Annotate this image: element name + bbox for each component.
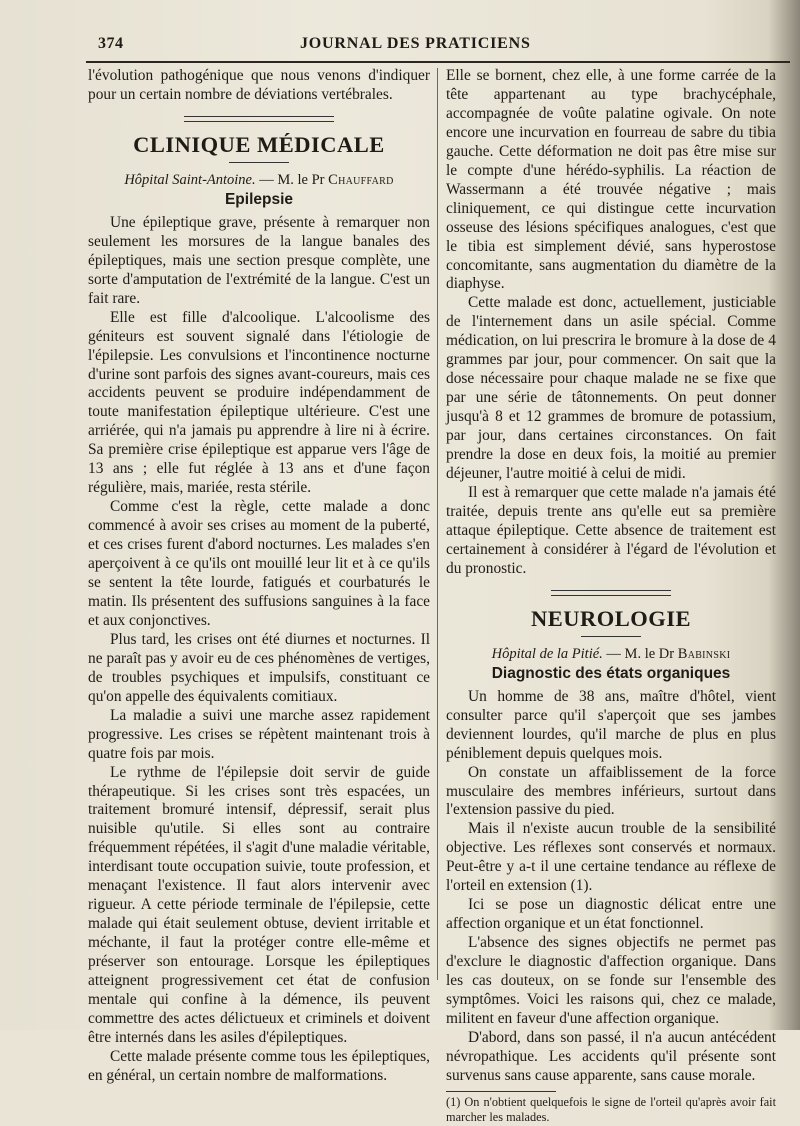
right-column — [446, 67, 776, 1125]
body-paragraph: Comme c'est la règle, cette malade a donc commencé à avoir ses crises au moment de la puberté, et ces crises furent d'abord nocturnes. Les malades s'en aperçoivent à ce qu'ils ont mouillé leur lit et à ce qu'ils se sentent la tête lourde, fatigués et courbaturés le matin. Ils présentent des suffusions sanguines à la face et aux conjonctives. — [88, 498, 430, 629]
section-rule-short — [581, 636, 641, 637]
body-paragraph: Mais il n'existe aucun trouble de la sensibilité objective. Les réflexes sont conservés et normaux. Peut-être y a-t il une certaine tendance au réflexe de l'orteil en extension (1). — [446, 820, 776, 895]
body-paragraph: Elle se bornent, chez elle, à une forme carrée de la tête appartenant au type brachycéphale, accompagnée de voûte palatine ogivale. On note encore une incurvation en fourreau de sabre du tibia gauche. Cette déformation ne doit pas être mise sur le compte d'une hérédo-syphilis. La réaction de Wassermann a été trouvée négative ; mais cliniquement, ce qui distingue cette incurvation osseuse des lésions spécifiques analogues, c'est que le tibia est simplement dévié, sans hyperostose concomitante, sans augmentation du diamètre de la diaphyse. — [446, 67, 776, 293]
section-rule — [551, 590, 671, 596]
body-paragraph: Cette malade est donc, actuellement, justiciable de l'internement dans un asile spécial. Comme médication, on lui prescrira le bromure à la dose de 4 grammes par jour, pour commencer. On sait que la dose nécessaire pour chaque malade ne se fixe que par une série de tâtonnements. On peut donner jusqu'à 8 et 12 grammes de bromure de potassium, par jour, dans certaines circonstances. On fait prendre la dose en deux fois, la moitié au premier déjeuner, l'autre moitié à celui de midi. — [446, 294, 776, 483]
body-paragraph: Une épileptique grave, présente à remarquer non seulement les morsures de la langue banales des épileptiques, mais une section presque complète, une sorte d'amputation de l'extrémité de la langue. C'est un fait rare. — [88, 213, 430, 307]
hospital-name: Hôpital Saint-Antoine. — [124, 171, 256, 188]
doctor-prefix: — M. le Dr — [606, 645, 675, 662]
doctor-name: Chauffard — [328, 171, 394, 188]
body-paragraph: Le rythme de l'épilepsie doit servir de guide thérapeutique. Si les crises sont très espacées, un traitement bromuré intensif, dépressif, serait plus nuisible qu'utile. Si elles sont au contraire fréquemment répétées, il s'agit d'une maladie véritable, interdisant toute occupation suivie, toute profession, et menaçant l'existence. Il faut alors intervenir avec rigueur. A cette période terminale de l'épilepsie, cette malade qui était seulement obtuse, devient irritable et méchante, il faut la protéger contre elle-même et préserver son entourage. Lorsque les épileptiques atteignent progressivement cet état de confusion mentale qui confine à la démence, ils peuvent commettre des actes délictueux et criminels et doivent être internés dans les asiles d'épileptiques. — [88, 763, 430, 1046]
body-paragraph: D'abord, dans son passé, il n'a aucun antécédent névropathique. Les accidents qu'il présente sont survenus sans cause apparente, sans cause morale. — [446, 1028, 776, 1084]
footnote: (1) On n'obtient quelquefois le signe de l'orteil qu'après avoir fait marcher les malades. — [446, 1094, 776, 1125]
journal-title: JOURNAL DES PRATICIENS — [300, 35, 531, 52]
page-number: 374 — [98, 35, 124, 52]
section-title-clinique: CLINIQUE MÉDICALE — [133, 131, 385, 157]
body-paragraph: Un homme de 38 ans, maître d'hôtel, vient consulter parce qu'il s'aperçoit que ses jambes deviennent lourdes, qu'il marche de plus en plus péniblement depuis quelques mois. — [446, 687, 776, 762]
article-title-diagnostic: Diagnostic des états organiques — [491, 664, 731, 682]
doctor-prefix: — M. le Pr — [259, 171, 325, 188]
body-paragraph: Plus tard, les crises ont été diurnes et nocturnes. Il ne paraît pas y avoir eu de ces phénomènes de vertiges, de troubles psychiques et impulsifs, constituant ce qu'on appelle des équivalents comitiaux. — [88, 630, 430, 705]
intro-paragraph: l'évolution pathogénique que nous venons d'indiquer pour un certain nombre de déviations vertébrales. — [88, 67, 430, 103]
body-paragraph: On constate un affaiblissement de la force musculaire des membres inférieurs, surtout dans l'extension passive du pied. — [446, 763, 776, 819]
header-rule — [86, 61, 790, 63]
section-rule-short — [229, 162, 289, 163]
body-paragraph: Ici se pose un diagnostic délicat entre une affection organique et un état fonctionnel. — [446, 896, 776, 933]
section-rule — [184, 116, 334, 122]
running-head — [0, 32, 790, 60]
doctor-name: Babinski — [677, 645, 731, 662]
hospital-name: Hôpital de la Pitié. — [491, 645, 603, 662]
body-paragraph: Cette malade présente comme tous les épileptiques, en général, un certain nombre de malformations. — [88, 1047, 430, 1084]
service-line — [88, 171, 430, 190]
article-title-epilepsie: Epilepsie — [224, 190, 294, 208]
left-column — [88, 67, 430, 1084]
section-title-neurologie: NEUROLOGIE — [530, 605, 692, 631]
footnote-rule — [446, 1091, 556, 1092]
body-paragraph: Elle est fille d'alcoolique. L'alcoolisme des géniteurs est souvent signalé dans l'étiologie de l'épilepsie. Les convulsions et l'incontinence nocturne d'urine sont parfois des signes avant-coureurs, mais ces accidents peuvent se produire indépendamment de toute manifestation épileptique ultérieure. C'est une arriérée, qui n'a jamais pu apprendre à lire ni à écrire. Sa première crise épileptique est apparue vers l'âge de 13 ans ; elle fut réglée à 13 ans et d'une façon régulière, mais, mariée, resta stérile. — [88, 308, 430, 497]
body-paragraph: Il est à remarquer que cette malade n'a jamais été traitée, depuis trente ans qu'elle eut sa première attaque épileptique. Cette absence de traitement est certainement à considérer à l'égard de l'évolution et du pronostic. — [446, 483, 776, 577]
body-paragraph: La maladie a suivi une marche assez rapidement progressive. Les crises se répètent maintenant trois à quatre fois par mois. — [88, 706, 430, 762]
body-paragraph: L'absence des signes objectifs ne permet pas d'exclure le diagnostic d'affection organique. Dans les cas douteux, on se fonde sur l'ensemble des symptômes. Voici les raisons qui, chez ce malade, militent en faveur d'une affection organique. — [446, 934, 776, 1027]
column-divider — [437, 68, 438, 980]
service-line — [446, 645, 776, 664]
